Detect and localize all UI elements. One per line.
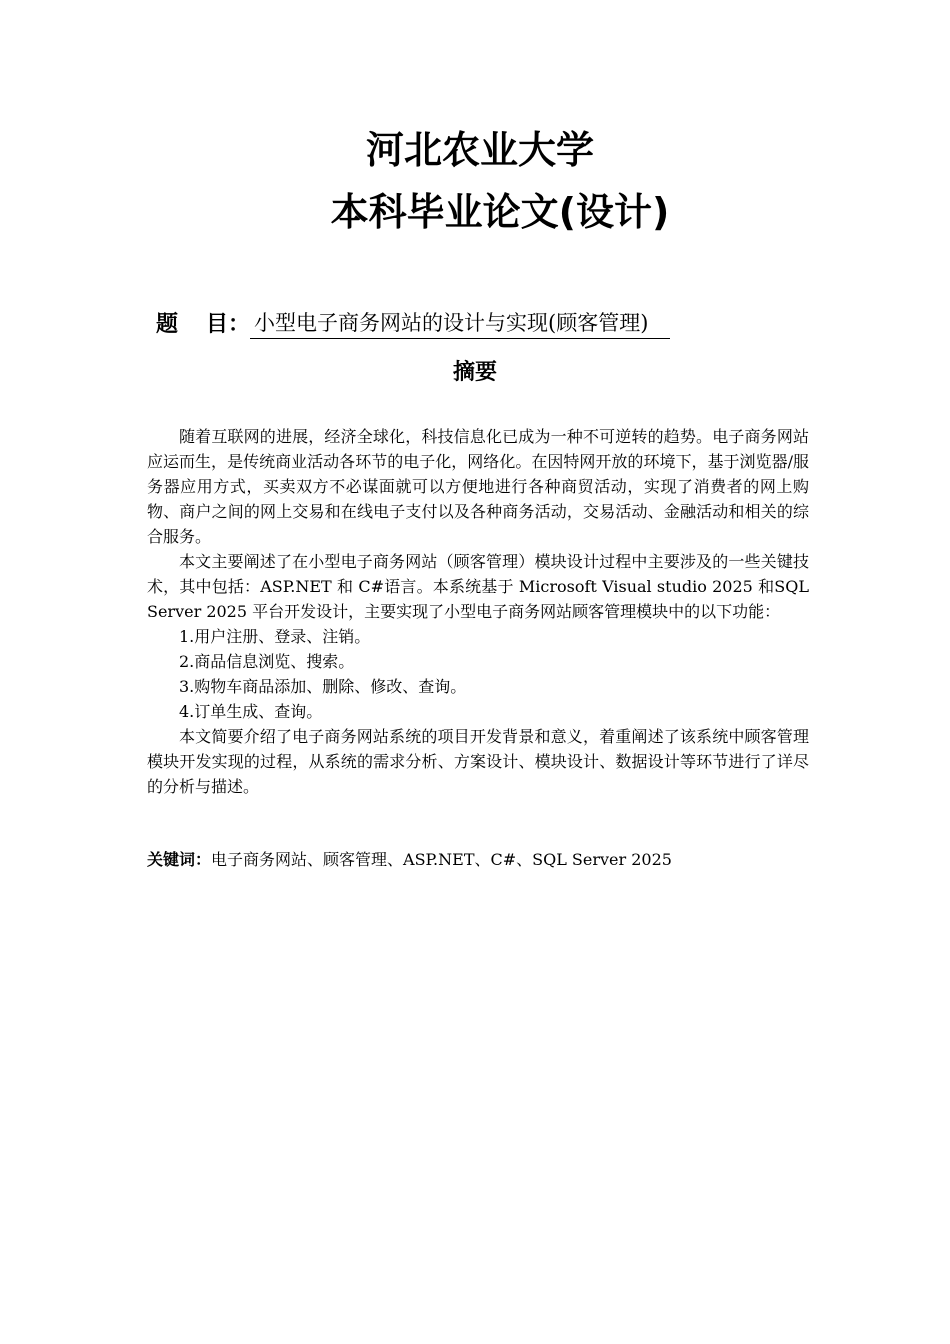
- thesis-title: 小型电子商务网站的设计与实现(顾客管理): [250, 308, 670, 339]
- title-label: [156, 308, 250, 342]
- keywords-line: [147, 847, 847, 872]
- function-list-item: 1.用户注册、登录、注销。: [179, 627, 371, 646]
- function-list-item: 4.订单生成、查询。: [179, 702, 323, 721]
- abstract-paragraph: 本文主要阐述了在小型电子商务网站（顾客管理）模块设计过程中主要涉及的一些关键技术，其中包括：ASP.NET 和 C#语言。本系统基于 Microsoft Visual studio 2025 和SQL Server 2025 平台开发设计，主要实现了小型电子商务网站顾客管理模块中的以下功能：: [147, 552, 809, 621]
- function-list-item: 3.购物车商品添加、删除、修改、查询。: [179, 677, 467, 696]
- abstract-paragraph: 本文简要介绍了电子商务网站系统的项目开发背景和意义，着重阐述了该系统中顾客管理模块开发实现的过程，从系统的需求分析、方案设计、模块设计、数据设计等环节进行了详尽的分析与描述。: [147, 727, 809, 796]
- abstract-body: [147, 424, 809, 799]
- keywords-label: 关键词：: [147, 850, 212, 869]
- university-name: 河北农业大学: [365, 128, 594, 172]
- title-label-part1: 题: [156, 312, 179, 337]
- thesis-title-row: [156, 308, 670, 342]
- function-list-item: 2.商品信息浏览、搜索。: [179, 652, 355, 671]
- keywords-value: 电子商务网站、顾客管理、ASP.NET、C#、SQL Server 2025: [211, 850, 672, 869]
- abstract-paragraph: 随着互联网的进展，经济全球化，科技信息化已成为一种不可逆转的趋势。电子商务网站应运而生，是传统商业活动各环节的电子化，网络化。在因特网开放的环境下，基于浏览器/服务器应用方式，买卖双方不必谋面就可以方便地进行各种商贸活动，实现了消费者的网上购物、商户之间的网上交易和在线电子支付以及各种商务活动，交易活动、金融活动和相关的综合服务。: [147, 427, 809, 546]
- abstract-heading: 摘要: [452, 360, 497, 385]
- thesis-type: 本科毕业论文(设计): [330, 190, 670, 234]
- title-label-part2: 目：: [206, 312, 251, 337]
